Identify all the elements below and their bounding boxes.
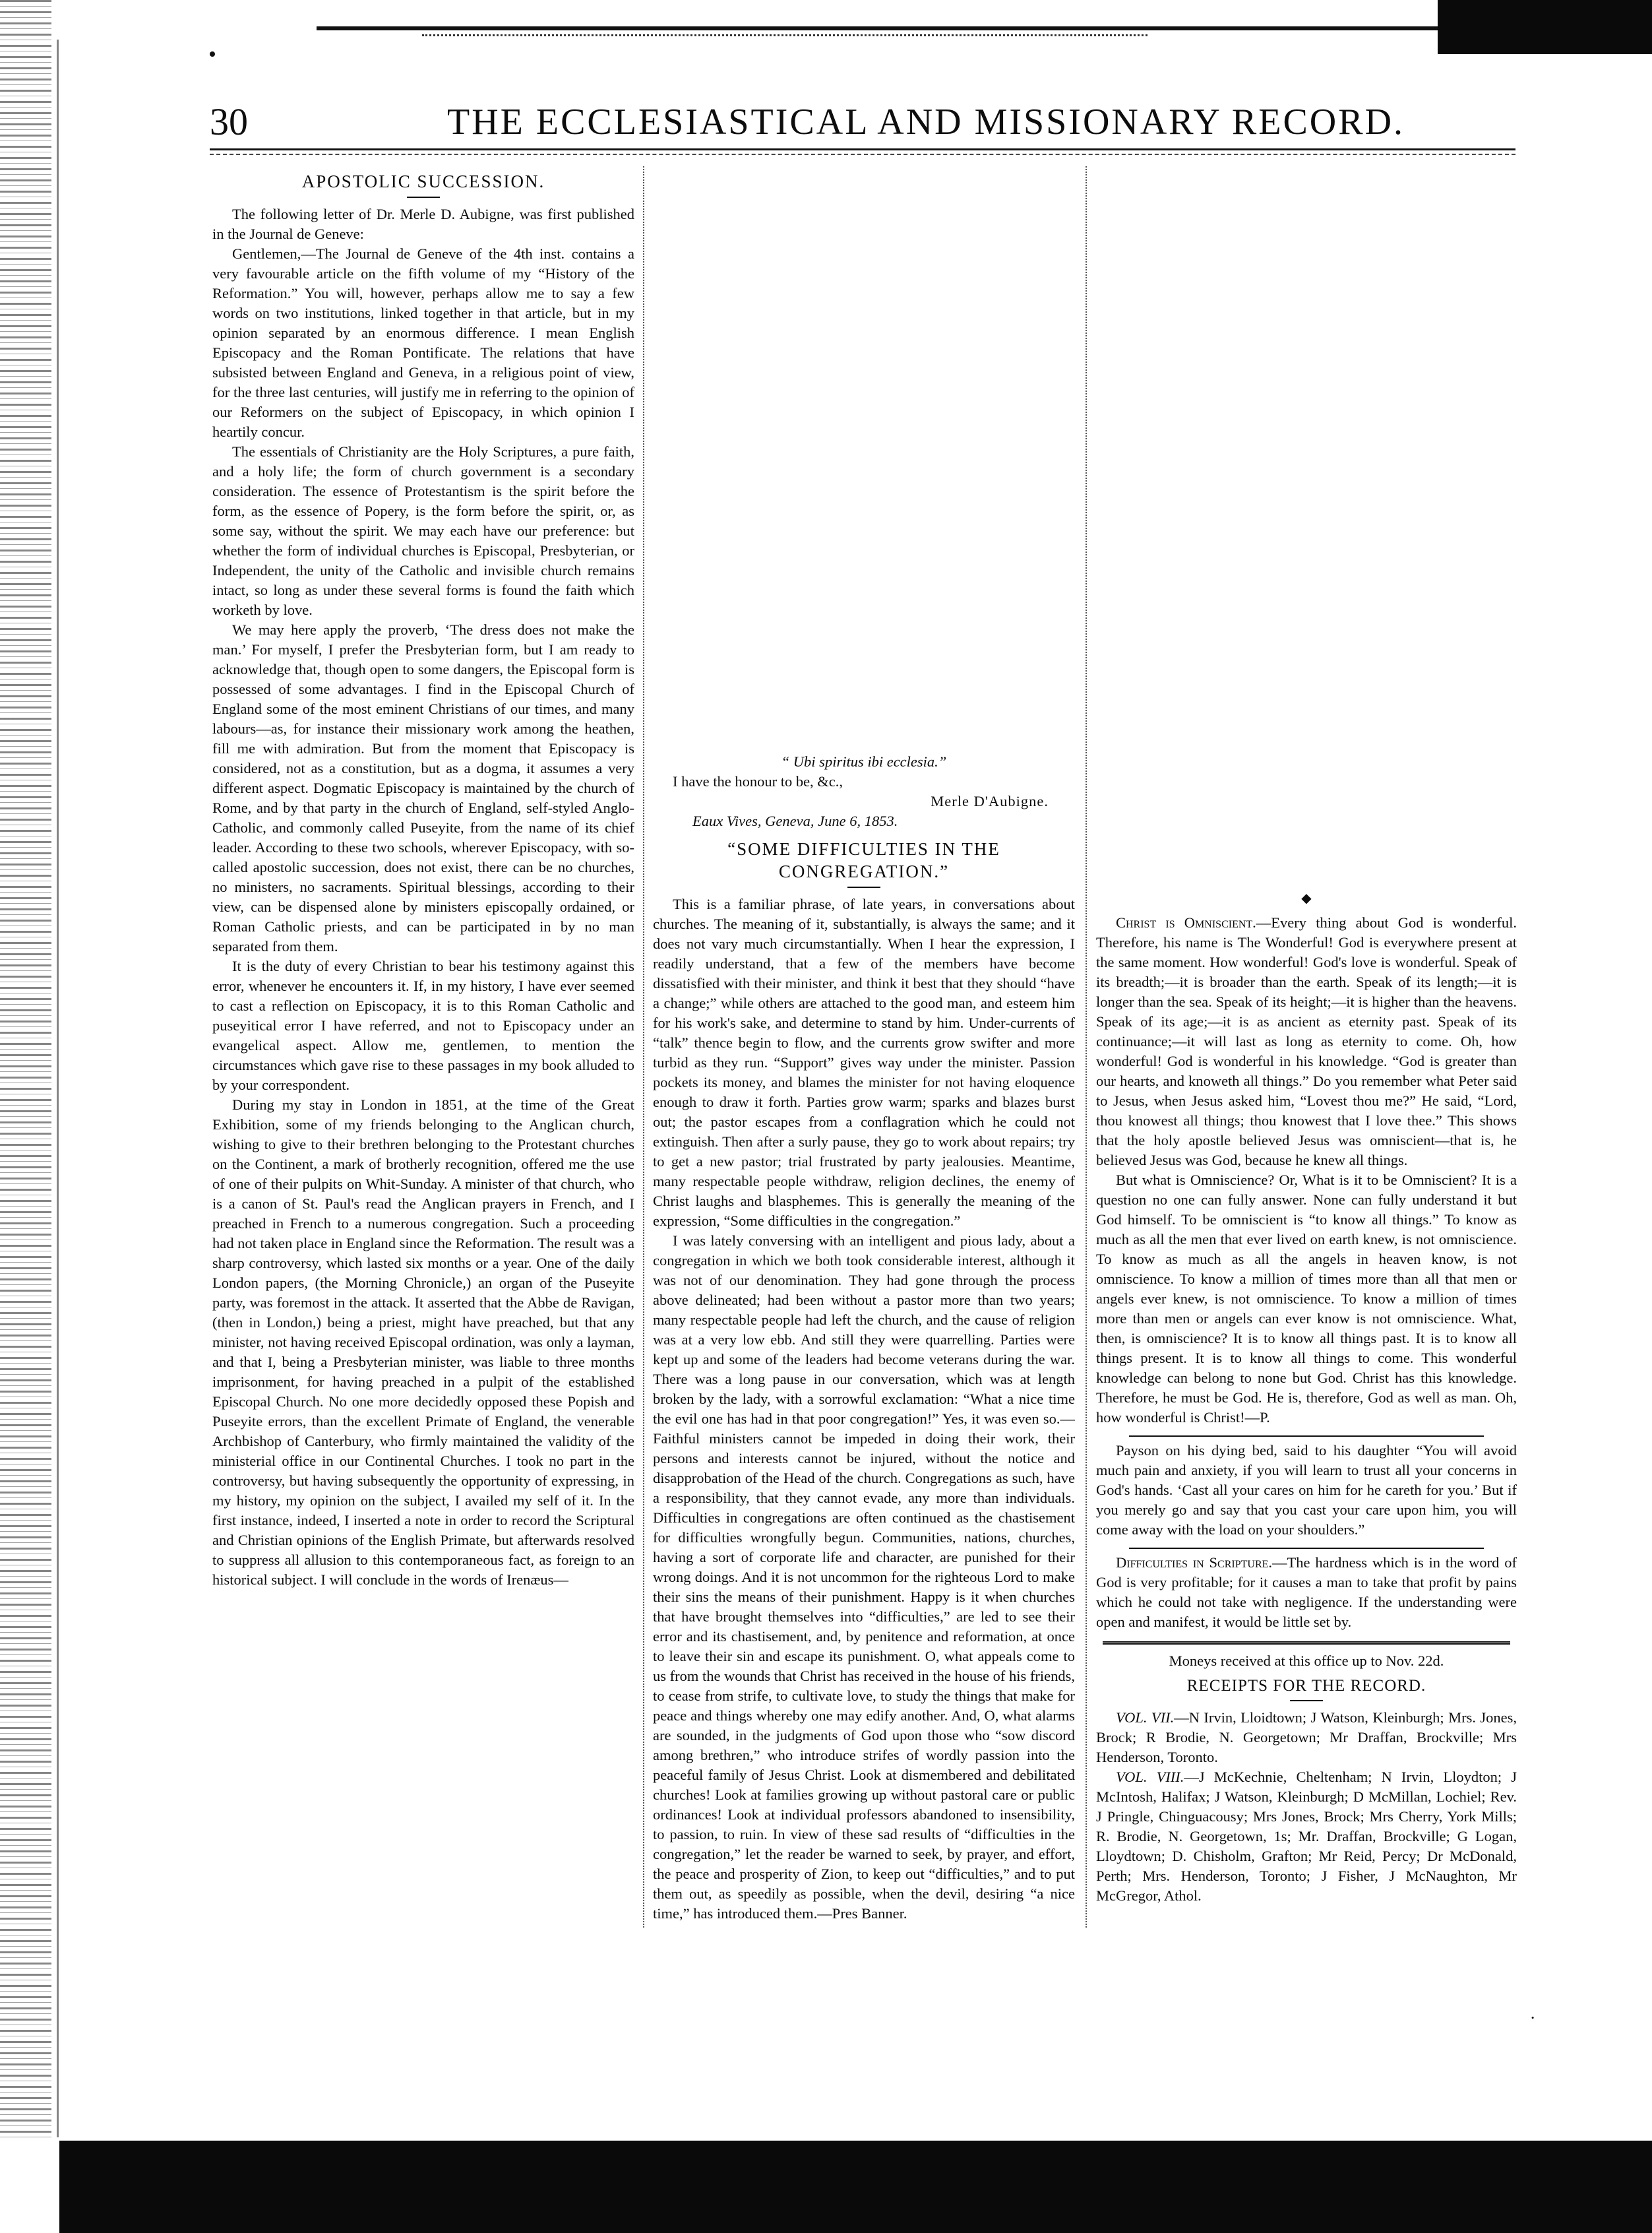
article-paragraph: During my stay in London in 1851, at the time of the Great Exhibition, some of my friends belonging to the Anglican church, wishing to give to their brethren belonging to the Protestant churches on the Continent, a mark of brotherly recognition, offered me the use of one of their pulpits on Whit-Sunday. A minister of that church, who is a canon of St. Paul's read the Anglican prayers in French, and I preached in French to a numerous congregation. Such a proceeding had not taken place in England since the Reformation. The result was a sharp controversy, which lasted six months or a year. One of the daily London papers, (the Morning Chronicle,) an organ of the Puseyite party, was foremost in the attack. It asserted that the Abbe de Ravigan, (then in London,) being a priest, might have preached, but that any minister, not having received Episcopal ordination, was only a layman, and that I, being a Presbyterian minister, was liable to three months imprisonment, for having preached in a pulpit of the established Episcopal Church. No one more decidedly opposed these Popish and Puseyite errors, than the excellent Primate of England, the venerable Archbishop of Canterbury, who firmly maintained the validity of the ministerial office in our Continental Churches. I took no part in the controversy, but having subsequently the opportunity of expressing, in my history, my opinion on the subject, I availed my self of it. In the first instance, indeed, I inserted a note in order to record the Scriptural and Christian opinions of the English Primate, but afterwards resolved to suppress all allusion to this contemporaneous fact, as foreign to an historical subject. I will conclude in the words of Irenæus— [212, 1096, 634, 1588]
article-paragraph: We may here apply the proverb, ‘The dress does not make the man.’ For myself, I prefer the Presbyterian form, but I am ready to acknowledge that, though open to some dangers, the Episcopal form is possessed of some advantages. I find in the Episcopal Church of England some of the most eminent Christians of our times, and many labours—as, for instance their missionary work among the heathen, fill me with admiration. But from the moment that Episcopacy is considered, not as a constitution, but as a dogma, it assumes a very different aspect. Dogmatic Episcopacy is maintained by the church of Rome, and by that party in the church of England, self-styled Anglo-Catholic, and commonly called Puseyite, from the name of its chief leader. According to these two schools, wherever Episcopacy, with so-called apostolic succession, does not exist, there can be no churches, no ministers, no sacraments. Spiritual blessings, according to their view, can be dispensed alone by ministers episcopally ordained, or Roman Catholic priests, and can be participated in by no man separated from them. [212, 621, 634, 955]
title-rule [1290, 1700, 1323, 1701]
article-paragraph: —Every thing about God is wonderful. Therefore, his name is The Wonderful! God is everywhere present at the same moment. How wonderful! God's love is wonderful. Speak of its breadth;—it is broader than the earth. Speak of its length;—it is longer than the sea. Speak of its height;—it is higher than the heavens. Speak of its age;—it is as ancient as eternity past. Speak of its continuance;—it will last as long as eternity to come. Oh, how wonderful! God is wonderful in his knowledge. “God is greater than our hearts, and knoweth all things.” Do you remember what Peter said to Jesus, when Jesus asked him, “Lovest thou me?” He said, “Lord, thou knowest all things; thou knowest that I love thee.” This shows that the holy apostle believed Jesus was omniscient—that is, he believed Jesus was God, because he knew all things. [1096, 914, 1517, 1168]
title-rule [407, 197, 440, 198]
receipts-title: RECEIPTS FOR THE RECORD. [1186, 1677, 1426, 1695]
section-rule [1129, 1548, 1484, 1549]
header-rule-dashed [210, 154, 1515, 155]
volume-label: VOL. VII. [1116, 1709, 1175, 1726]
header-rule [210, 148, 1515, 150]
scan-mark: ⋅ [1530, 2010, 1536, 2027]
receipts-list: —J McKechnie, Cheltenham; N Irvin, Lloydton; J McIntosh, Halifax; J Watson, Kleinburgh; D McMillan, Lochiel; Rev. J Pringle, Chinguacousy; Mrs Jones, Brock; Mrs Cherry, York Mills; R. Brodie, N. Georgetown, 1s; Mr. Draffan, Brockville; G Logan, Lloydtown; D. Chisholm, Grafton; Mr Reid, Percy; Dr McDonald, Perth; Mrs. Henderson, Toronto; J Fisher, J McNaughton, Mr McGregor, Athol. [1096, 1769, 1517, 1904]
page-number: 30 [210, 100, 248, 143]
title-rule [847, 887, 880, 888]
article-paragraph: I was lately conversing with an intelligent and pious lady, about a congregation in which we both took considerable interest, although it was not of our denomination. They had gone through the process above delineated; had been without a pastor more than two years; many respectable people had left the church, and the cause of religion was at a very low ebb. And still they were quarrelling. Parties were kept up and some of the leaders had become veterans during the war. There was a long pause in our conversation, which was at length broken by the lady, with a sorrowful exclamation: “What a nice time the evil one has had in that poor congregation!” Yes, it was even so.—Faithful ministers cannot be impeded in doing their work, their persons and interests cannot be injured, without the notice and disapprobation of the Head of the church. Congregations as such, have a responsibility, that they cannot evade, any more than individuals. Difficulties in congregations are often continued as the chastisement for difficulties wrongfully begun. Communities, nations, churches, having a sort of corporate life and character, are punished for their wrong doings. And it is not uncommon for the righteous Lord to make their sins the means of their punishment. Happy is it when churches that have brought themselves into “difficulties,” are led to see their error and its chastisement, and, by penitence and reformation, at once to leave their sin and escape its punishment. O, what appeals come to us from the wounds that Christ has received in the house of his friends, to cease from strife, to cultivate love, to study the things that make for peace and things whereby one may edify another. And, O, what alarms are sounded, in the judgments of God upon those who “sow discord among brethren,” who introduce strifes of wordly passion into the peaceful family of Jesus Christ. Look at dismembered and debilitated churches! Look at families growing up without pastoral care or public ordinances! Look at individual professors abandoned to insensibility, to passion, to ruin. In view of these sad results of “difficulties in the congregation,” let the reader be warned to seek, by prayer, and effort, the peace and prosperity of Zion, to keep out “difficulties,” and to put them out, as speedily as possible, when the devil, desiring “a nice time,” has introduced them.—Pres Banner. [653, 1232, 1075, 1922]
receipts-list: —N Irvin, Lloidtown; J Watson, Kleinburgh; Mrs. Jones, Brock; R Brodie, N. Georgetown; Mr Draffan, Brockville; Mrs Henderson, Toronto. [1096, 1709, 1517, 1765]
column-left [212, 165, 634, 1979]
section-rule [1129, 1435, 1484, 1437]
section-rule-double [1103, 1641, 1510, 1645]
binding-edge-line [57, 40, 59, 2137]
volume-label: VOL. VIII. [1116, 1769, 1184, 1785]
column-divider [643, 166, 644, 1928]
scan-speck [210, 51, 215, 57]
scan-border-top [1438, 0, 1652, 54]
article-paragraph: It is the duty of every Christian to bear his testimony against this error, whenever he encounters it. If, in my history, I have ever seemed to cast a reflection on Episcopacy, it is to this Roman Catholic and puseyitical error I have referred, and not to Episcopacy under an evangelical aspect. Allow me, gentlemen, to mention the circumstances which gave rise to these passages in my book alluded to by your correspondent. [212, 958, 634, 1093]
article-paragraph: But what is Omniscience? Or, What is it to be Omniscient? It is a question no one can fully answer. None can fully understand it but God himself. To be omniscient is “to know all things.” To know as much as all the men that ever lived on earth knew, is not omniscience. To know as much as all the angels in heaven know, is not omniscience. To know a million of times more than all that men or angels ever knew, is not omniscience. To know a million of times more than men or angels can ever know is not omniscience. What, then, is omniscience? It is to know all things past. It is to know all things present. It is to know all things to come. This wonderful knowledge can belong to none but God. Christ has this knowledge. Therefore, he must be God. He is, therefore, God as well as man. Oh, how wonderful is Christ!—P. [1096, 1172, 1517, 1426]
running-title: THE ECCLESIASTICAL AND MISSIONARY RECORD. [447, 102, 1405, 142]
column-middle [653, 752, 1075, 1966]
column-divider [1086, 166, 1087, 1928]
article-title: APOSTOLIC SUCCESSION. [301, 172, 545, 191]
page-header [210, 99, 1515, 145]
ornament-divider: ◆ [1301, 891, 1312, 906]
section-lead: Christ is Omniscient. [1116, 914, 1256, 931]
article-title: “SOME DIFFICULTIES IN THE CONGREGATION.” [727, 839, 1000, 881]
article-paragraph: Gentlemen,—The Journal de Geneve of the 4th inst. contains a very favourable article on the fifth volume of my “History of the Reformation.” You will, however, perhaps allow me to say a few words on two institutions, linked together in that article, but in my opinion separated by an enormous difference. I mean English Episcopacy and the Roman Pontificate. The relations that have subsisted between England and Geneva, in a religious point of view, for the three last centuries, will justify me in referring to the opinion of our Reformers on the subject of Episcopacy, in which opinion I heartily concur. [212, 245, 634, 440]
article-paragraph: Payson on his dying bed, said to his daughter “You will avoid much pain and anxiety, if you will learn to trust all your concerns in God's hands. ‘Cast all your cares on him for he careth for you.’ But if you merely go and say that you cast your care upon him, you will come away with the load on your shoulders.” [1096, 1442, 1517, 1538]
article-intro: The following letter of Dr. Merle D. Aubigne, was first published in the Journal de Geneve: [212, 206, 634, 242]
section-lead: Difficulties in Scripture. [1116, 1554, 1273, 1571]
scan-top-rule [317, 26, 1438, 30]
article-paragraph: This is a familiar phrase, of late years, in conversations about churches. The meaning of it, substantially, is always the same; and it does not vary much circumstantially. When I hear the expression, I readily understand, that a few of the members have become dissatisfied with their minister, and think it best that they should “have a change;” while others are attached to the good man, and esteem him for his work's sake, and determine to stand by him. Under-currents of “talk” thence begin to flow, and the currents grow swifter and more turbid as they run. “Support” gives way under the minister. Passion pockets its money, and blames the minister for not having eloquence enough to draw it forth. Parties grow warm; sparks and blazes burst out; the pastor escapes from a conflagration which he could not extinguish. Then after a surly pause, they go to work about repairs; try to get a new pastor; trial frustrated by party jealousies. Meantime, many respectable people withdraw, religion declines, the enemy of Christ laughs and blasphemes. This is generally the meaning of the expression, “Some difficulties in the congregation.” [653, 896, 1075, 1229]
scan-border-bottom [59, 2141, 1652, 2233]
receipts-notice: Moneys received at this office up to Nov. 22d. [1169, 1652, 1444, 1669]
binding-gutter-shadow [0, 0, 51, 2137]
column-right [1096, 891, 1517, 1972]
latin-quote: “ Ubi spiritus ibi ecclesia.” [781, 753, 947, 770]
closing-line: I have the honour to be, &c., [673, 773, 843, 790]
dateline: Eaux Vives, Geneva, June 6, 1853. [692, 813, 898, 829]
signature: Merle D'Aubigne. [931, 793, 1049, 809]
article-paragraph: The essentials of Christianity are the Holy Scriptures, a pure faith, and a holy life; the form of church government is a secondary consideration. The essence of Protestantism is the spirit before the form, as the essence of Popery, is the form before the spirit, or, as some say, without the spirit. We may each have our preference: but whether the form of individual churches is Episcopal, Presbyterian, or Independent, the unity of the Catholic and invisible church remains intact, so long as under these several forms is found the faith which worketh by love. [212, 443, 634, 618]
scan-top-dots [422, 34, 1147, 38]
article-paragraph: —The hardness which is in the word of God is very profitable; for it causes a man to take that profit by pains which he could not take with negligence. If the understanding were open and manifest, it would be little set by. [1096, 1554, 1517, 1630]
